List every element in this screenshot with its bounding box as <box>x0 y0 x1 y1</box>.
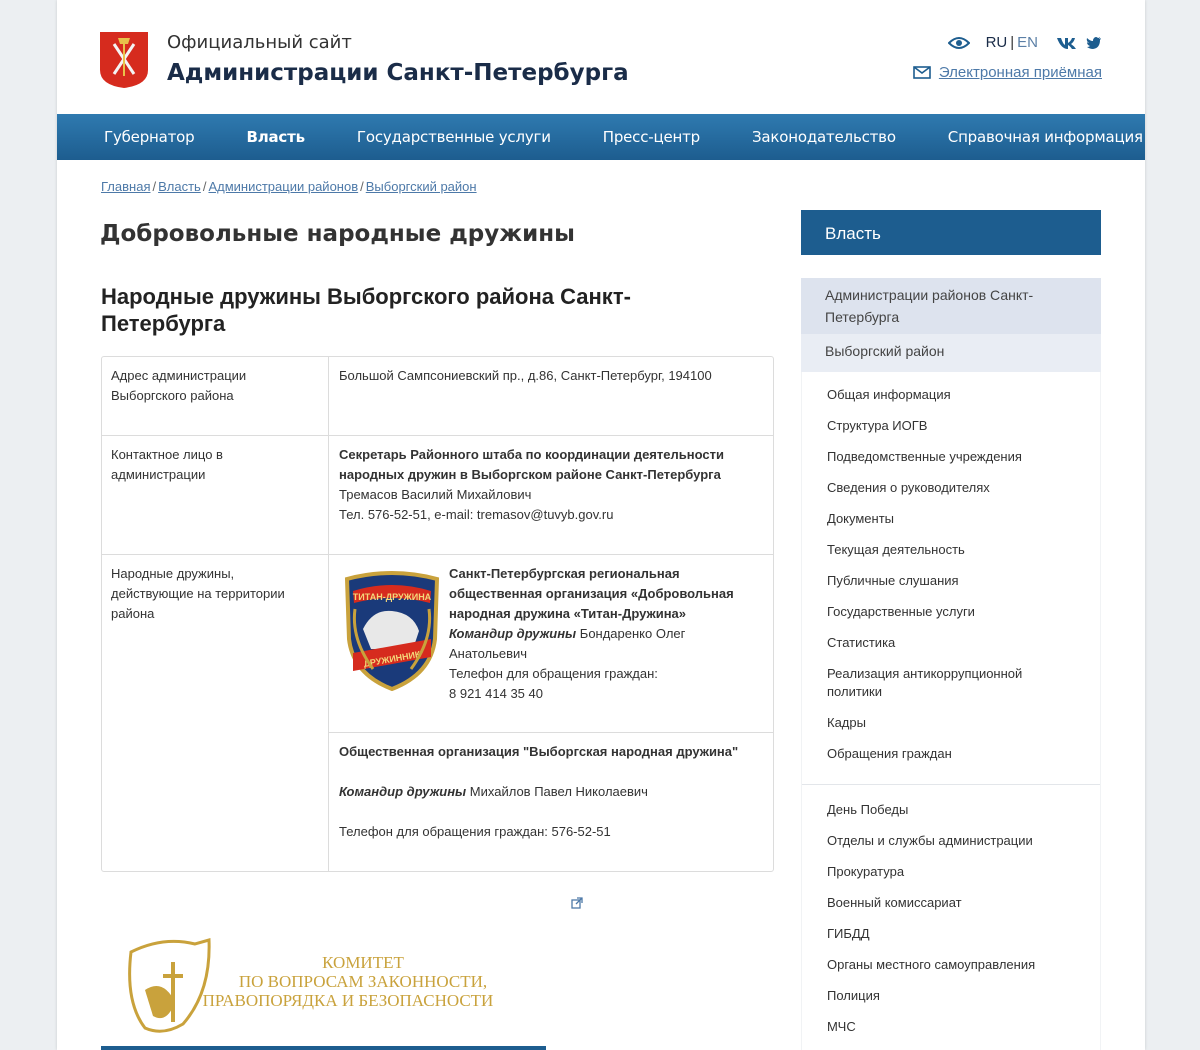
eye-icon[interactable] <box>948 36 970 50</box>
committee-banner-bar <box>101 1046 546 1050</box>
language-switch <box>986 34 1038 51</box>
nav-legislation[interactable]: Законодательство <box>752 128 896 146</box>
page <box>57 0 1145 1050</box>
table-row <box>102 436 773 555</box>
contact-details[interactable]: Тел. 576-52-51, e-mail: tremasov@tuvyb.gov.ru <box>339 507 614 522</box>
nav-services[interactable]: Государственные услуги <box>356 128 551 146</box>
sidebar-group-main <box>802 372 1100 785</box>
sidebar-group-services <box>802 785 1100 1050</box>
druzhina-badge-icon <box>343 569 441 691</box>
sidebar-item[interactable]: Полиция <box>827 988 880 1003</box>
nav-power[interactable]: Власть <box>246 128 305 146</box>
breadcrumb: Главная / Власть / Администрации районов / Выборгский район <box>101 179 477 194</box>
e-reception-link[interactable]: Электронная приёмная <box>938 64 1102 81</box>
org2-commander-label: Командир дружины <box>339 784 467 799</box>
contact-position: Секретарь Районного штаба по координации деятельности народных дружин в Выборгском районе Санкт-Петербурга <box>339 447 724 482</box>
sidebar-item[interactable]: Текущая деятельность <box>827 542 965 557</box>
site-subtitle: Официальный сайт <box>167 32 352 53</box>
vk-icon[interactable] <box>1056 36 1078 50</box>
committee-line2: ПО ВОПРОСАМ ЗАКОННОСТИ, <box>238 972 488 991</box>
org1-commander-label: Командир дружины <box>449 626 577 641</box>
sidebar-item[interactable]: МЧС <box>827 1019 856 1034</box>
sidebar-item[interactable]: Кадры <box>827 715 866 730</box>
header-tools <box>948 34 1102 51</box>
contact-name: Тремасов Василий Михайлович <box>339 487 532 502</box>
sidebar-item[interactable]: ГИБДД <box>827 926 870 941</box>
sidebar-item[interactable]: Прокуратура <box>827 864 905 879</box>
nav-governor[interactable]: Губернатор <box>104 128 195 146</box>
breadcrumb-home[interactable]: Главная <box>101 179 151 194</box>
badge-top-text: ТИТАН-ДРУЖИНА <box>352 592 432 602</box>
nav-press[interactable]: Пресс-центр <box>602 128 700 146</box>
main-nav <box>57 114 1145 160</box>
sidebar-item[interactable]: Документы <box>827 511 895 526</box>
badge-bottom-text: ДРУЖИННИК <box>362 649 422 669</box>
twitter-icon[interactable] <box>1086 36 1102 50</box>
org2-commander-name: Михайлов Павел Николаевич <box>466 784 648 799</box>
org1-phone: 8 921 414 35 40 <box>449 686 543 701</box>
lang-ru[interactable]: RU <box>985 34 1008 51</box>
page-title: Добровольные народные дружины <box>100 221 575 247</box>
coat-of-arms-icon[interactable] <box>98 30 150 90</box>
druzhina-entry <box>329 733 773 871</box>
e-reception <box>913 64 1102 81</box>
committee-logo-icon <box>123 932 523 1038</box>
breadcrumb-districts[interactable]: Администрации районов <box>208 179 359 194</box>
sidebar-item[interactable]: Подведомственные учреждения <box>827 449 1022 464</box>
org1-commander-name: Бондаренко Олег Анатольевич <box>449 626 686 661</box>
nav-reference[interactable]: Справочная информация <box>947 128 1143 146</box>
sidebar-item[interactable]: Отделы и службы администрации <box>827 833 1033 848</box>
sidebar-item[interactable]: Публичные слушания <box>827 573 959 588</box>
table-row <box>102 555 773 871</box>
section-title: Народные дружины Выборгского района Санкт-Петербурга <box>101 284 631 336</box>
sidebar-item[interactable]: Сведения о руководителях <box>827 480 990 495</box>
info-table <box>101 356 774 872</box>
table-value: Большой Сампсониевский пр., д.86, Санкт-Петербург, 194100 <box>339 368 712 383</box>
sidebar-item[interactable]: Государственные услуги <box>827 604 975 619</box>
sidebar-item-vyborg[interactable]: Выборгский район <box>801 334 1101 372</box>
table-row <box>102 357 773 436</box>
org2-phone: Телефон для обращения граждан: 576-52-51 <box>339 824 611 839</box>
lang-en[interactable]: EN <box>1017 34 1038 51</box>
lang-separator: | <box>1010 34 1015 51</box>
sidebar <box>801 278 1101 1050</box>
org2-name: Общественная организация "Выборгская народная дружина" <box>339 744 739 759</box>
sidebar-item[interactable]: Обращения граждан <box>827 746 952 761</box>
table-label: Адрес администрации Выборгского района <box>102 357 329 435</box>
org1-phone-label: Телефон для обращения граждан: <box>449 666 658 681</box>
sidebar-item[interactable]: Военный комиссариат <box>827 895 962 910</box>
sidebar-item-districts[interactable]: Администрации районов Санкт-Петербурга <box>801 278 1101 334</box>
external-link-icon[interactable] <box>571 897 583 909</box>
breadcrumb-vyborg[interactable]: Выборгский район <box>365 179 477 194</box>
sidebar-heading[interactable]: Власть <box>801 210 1101 255</box>
table-label: Контактное лицо в администрации <box>102 436 329 554</box>
org1-name: Санкт-Петербургская региональная общественная организация «Добровольная народная дружина «Титан-Дружина» <box>449 566 734 621</box>
committee-banner[interactable] <box>123 932 523 1038</box>
breadcrumb-power[interactable]: Власть <box>158 179 201 194</box>
mail-icon <box>913 66 931 79</box>
header <box>57 0 1145 114</box>
druzhina-entry <box>329 555 773 733</box>
sidebar-item[interactable]: Структура ИОГВ <box>827 418 928 433</box>
sidebar-item[interactable]: Общая информация <box>827 387 951 402</box>
sidebar-item[interactable]: Статистика <box>827 635 896 650</box>
sidebar-item[interactable]: День Победы <box>827 802 909 817</box>
site-title[interactable]: Администрации Санкт-Петербурга <box>167 60 629 86</box>
sidebar-item[interactable]: Реализация антикоррупционной политики <box>827 666 1023 699</box>
committee-line3: ПРАВОПОРЯДКА И БЕЗОПАСНОСТИ <box>202 991 494 1010</box>
sidebar-item[interactable]: Органы местного самоуправления <box>827 957 1036 972</box>
committee-line1: КОМИТЕТ <box>322 953 404 972</box>
sidebar-menu <box>802 372 1100 1050</box>
table-label: Народные дружины, действующие на территории района <box>102 555 329 871</box>
